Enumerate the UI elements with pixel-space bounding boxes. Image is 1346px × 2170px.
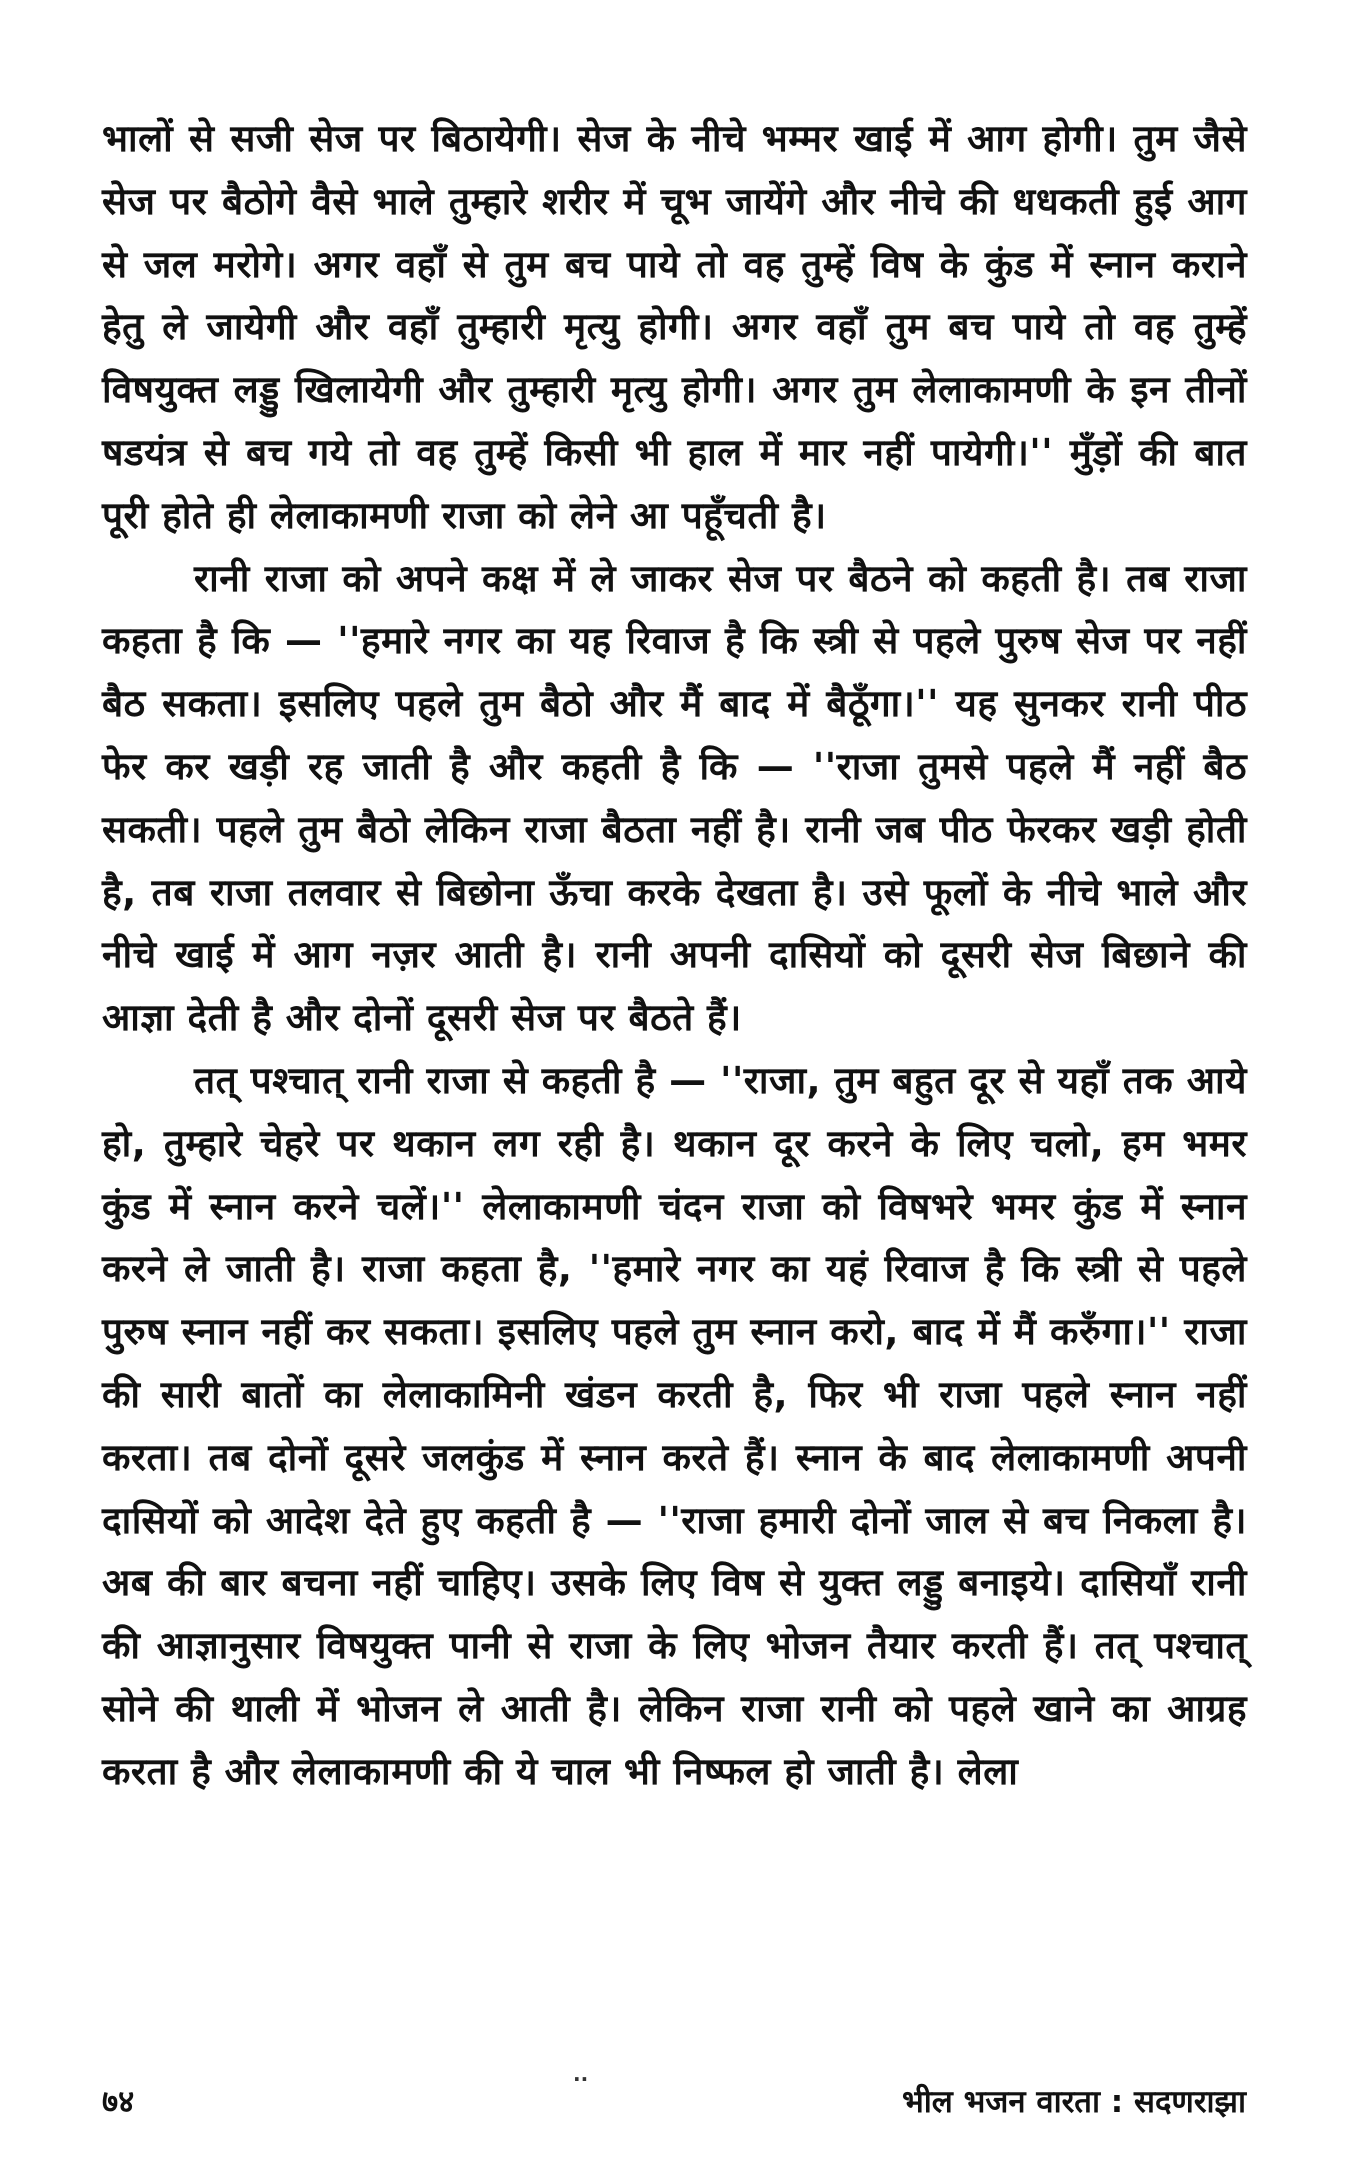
running-footer-title: भील भजन वारता : सदणराझा bbox=[901, 2084, 1246, 2120]
paragraph-1: भालों से सजी सेज पर बिठायेगी। सेज के नीचे भम्मर खाई में आग होगी। तुम जैसे सेज पर बैठोगे वैसे भाले तुम्हारे शरीर में चूभ जायेंगे और नीचे की धधकती हुई आग से जल मरोगे। अगर वहाँ से तुम बच पाये तो वह तुम्हें विष के कुंड में स्नान कराने हेतु ले जायेगी और वहाँ तुम्हारी मृत्यु होगी। अगर वहाँ तुम बच पाये तो वह तुम्हें विषयुक्त लड्डु खिलायेगी और तुम्हारी मृत्यु होगी। अगर तुम लेलाकामणी के इन तीनों षडयंत्र से बच गये तो वह तुम्हें किसी भी हाल में मार नहीं पायेगी।'' मुँड़ों की बात पूरी होते ही लेलाकामणी राजा को लेने आ पहूँचती है। bbox=[102, 117, 1247, 537]
print-mark: .. bbox=[573, 2062, 589, 2086]
paragraph-3: तत् पश्चात् रानी राजा से कहती है — ''राजा, तुम बहुत दूर से यहाँ तक आये हो, तुम्हारे चेहरे पर थकान लग रही है। थकान दूर करने के लिए चलो, हम भमर कुंड में स्नान करने चलें।'' लेलाकामणी चंदन राजा को विषभरे भमर कुंड में स्नान करने ले जाती है। राजा कहता है, ''हमारे नगर का यहं रिवाज है कि स्त्री से पहले पुरुष स्नान नहीं कर सकता। इसलिए पहले तुम स्नान करो, बाद में मैं करुँगा।'' राजा की सारी बातों का लेलाकामिनी खंडन करती है, फिर भी राजा पहले स्नान नहीं करता। तब दोनों दूसरे जलकुंड में स्नान करते हैं। स्नान के बाद लेलाकामणी अपनी दासियों को आदेश देते हुए कहती है — ''राजा हमारी दोनों जाल से बच निकला है। अब की बार बचना नहीं चाहिए। उसके लिए विष से युक्त लड्डु बनाइये। दासियाँ रानी की आज्ञानुसार विषयुक्त पानी से राजा के लिए भोजन तैयार करती हैं। तत् पश्चात् सोने की थाली में भोजन ले आती है। लेकिन राजा रानी को पहले खाने का आग्रह करता है और लेलाकामणी की ये चाल भी निष्फल हो जाती है। लेला bbox=[102, 1058, 1247, 1793]
body-text bbox=[102, 108, 1247, 1804]
paragraph-2: रानी राजा को अपने कक्ष में ले जाकर सेज पर बैठने को कहती है। तब राजा कहता है कि — ''हमारे नगर का यह रिवाज है कि स्त्री से पहले पुरुष सेज पर नहीं बैठ सकता। इसलिए पहले तुम बैठो और मैं बाद में बैठूँगा।'' यह सुनकर रानी पीठ फेर कर खड़ी रह जाती है और कहती है कि — ''राजा तुमसे पहले मैं नहीं बैठ सकती। पहले तुम बैठो लेकिन राजा बैठता नहीं है। रानी जब पीठ फेरकर खड़ी होती है, तब राजा तलवार से बिछोना ऊँचा करके देखता है। उसे फूलों के नीचे भाले और नीचे खाई में आग नज़र आती है। रानी अपनी दासियों को दूसरी सेज बिछाने की आज्ञा देती है और दोनों दूसरी सेज पर बैठते हैं। bbox=[102, 556, 1247, 1040]
page-number: ७४ bbox=[102, 2084, 135, 2120]
